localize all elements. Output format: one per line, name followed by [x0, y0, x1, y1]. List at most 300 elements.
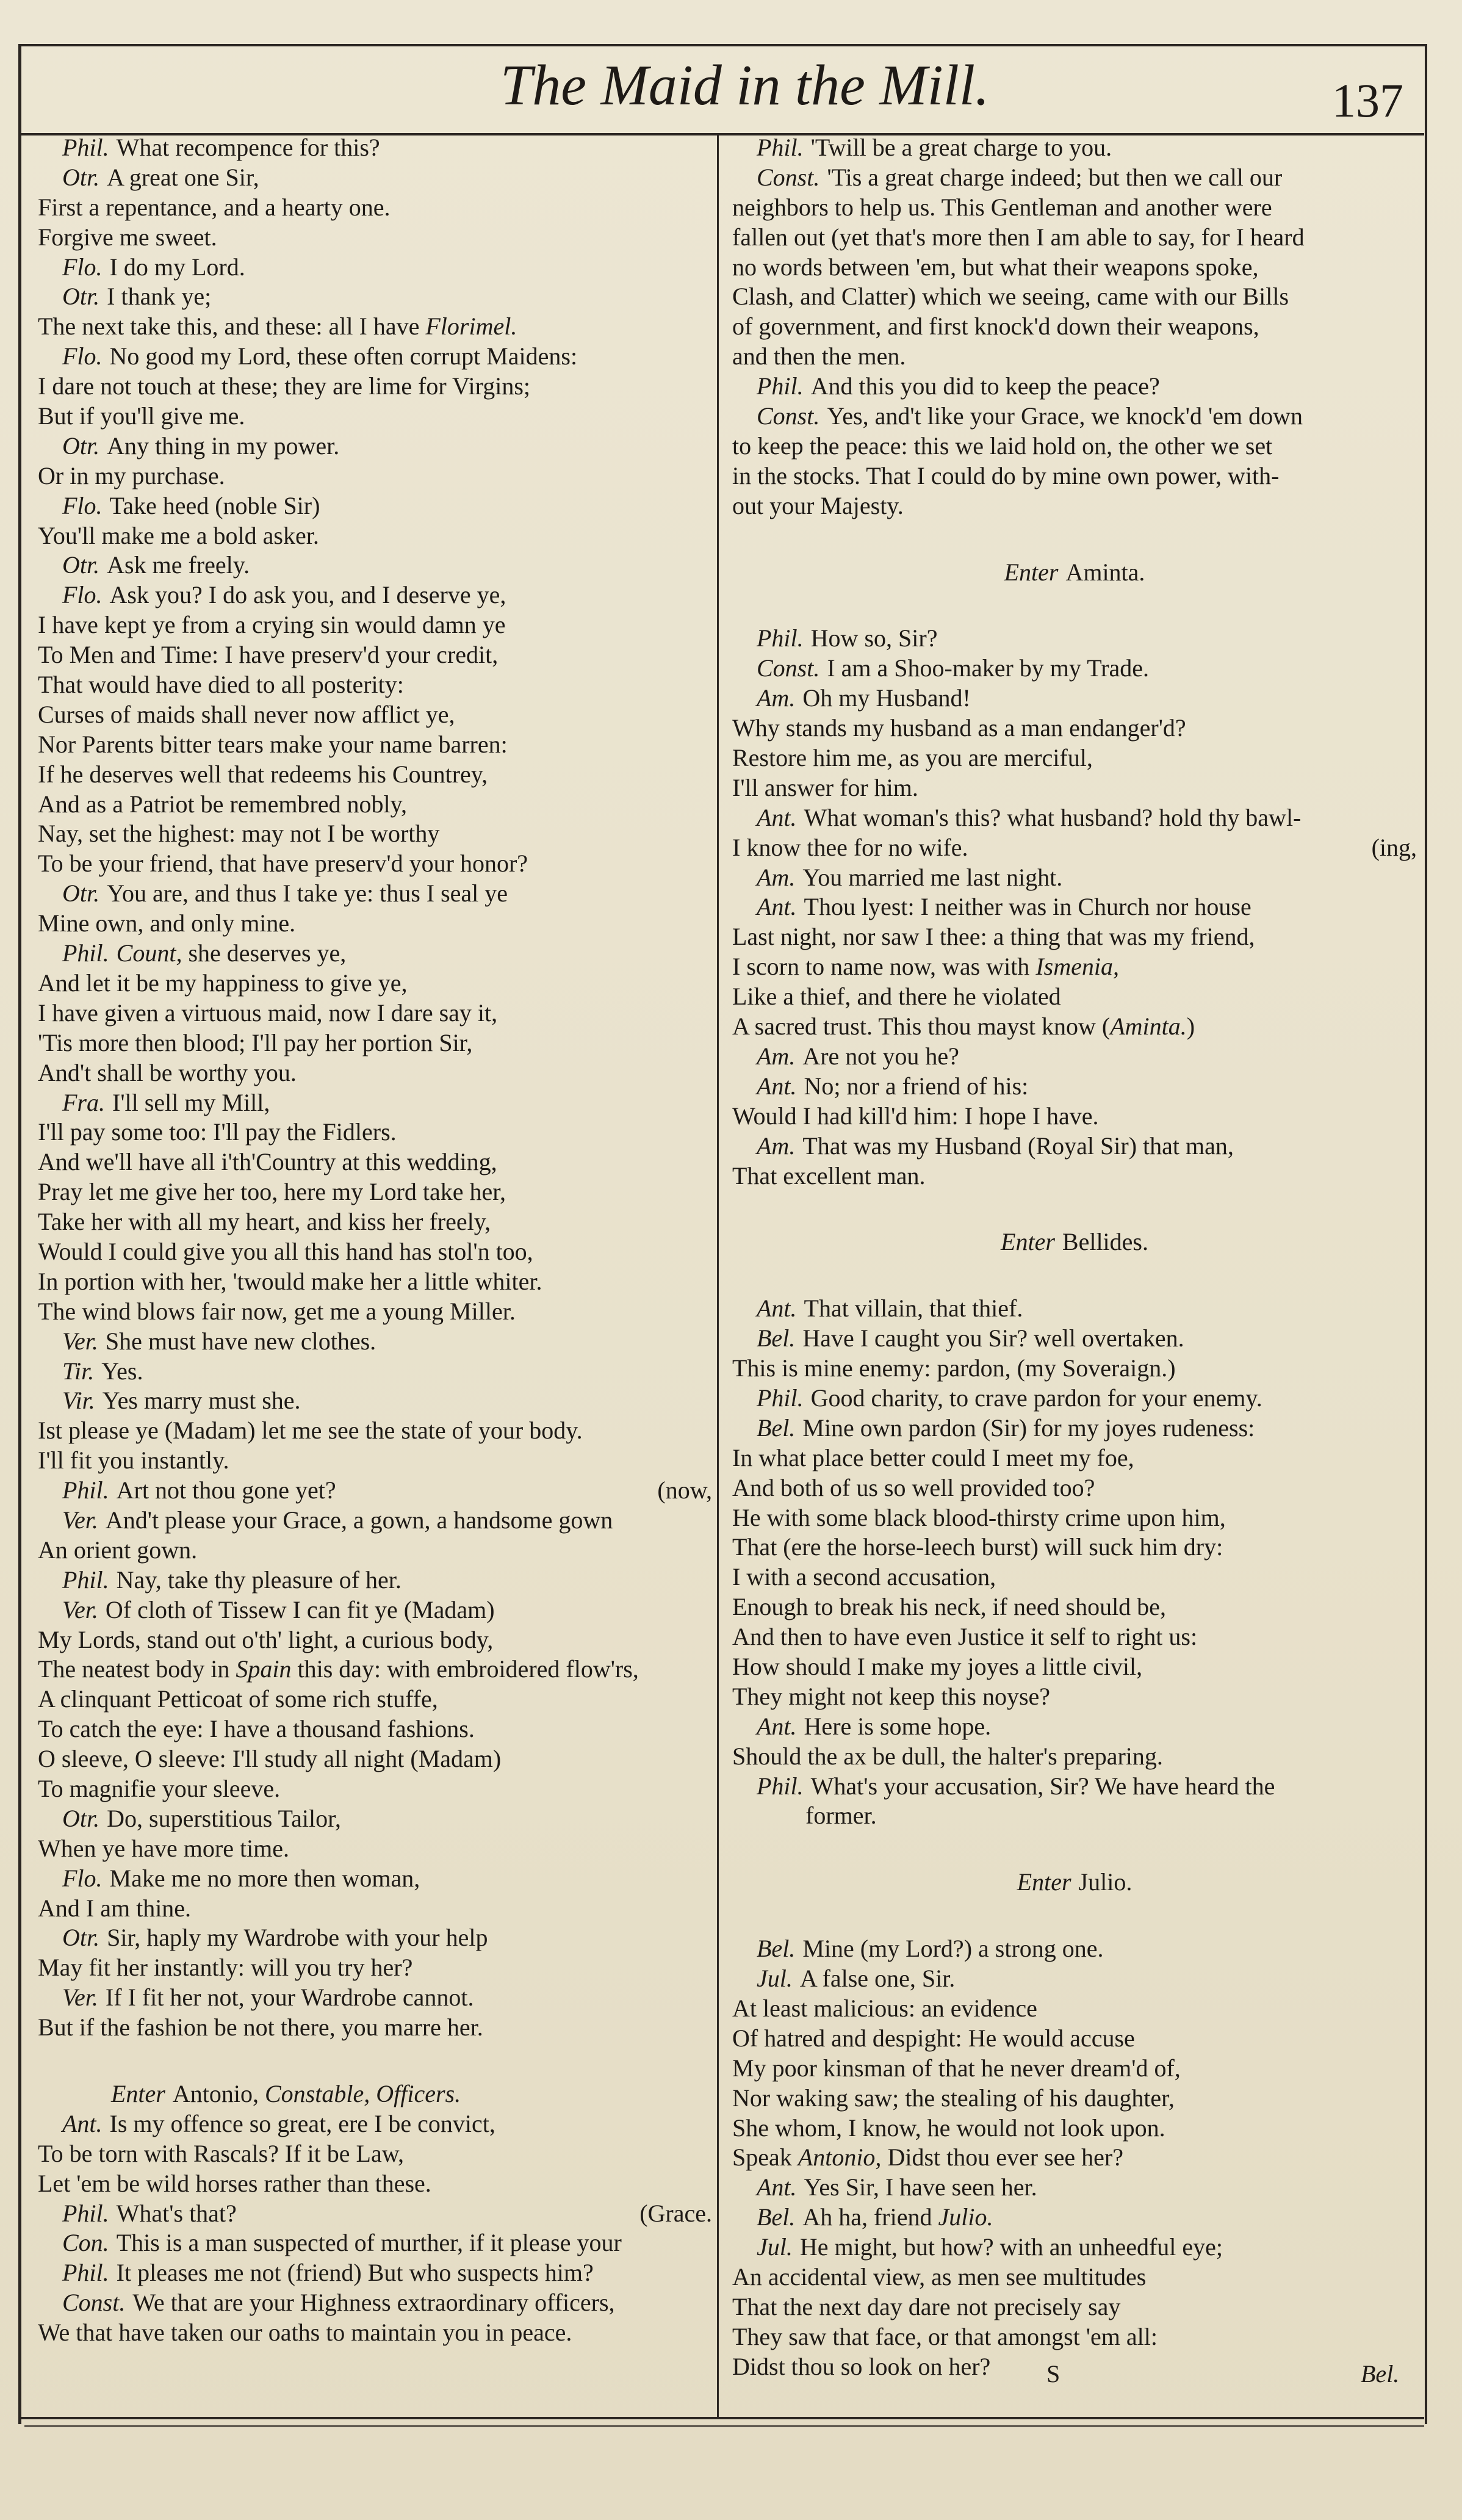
text-line	[38, 1894, 712, 1924]
line-text: Enough to break his neck, if need should be,	[732, 1593, 1166, 1621]
text-line	[732, 1682, 1417, 1712]
text-line	[38, 1297, 712, 1327]
speaker-name: Am.	[757, 1042, 796, 1070]
line-text: An orient gown.	[38, 1536, 198, 1564]
line-text: I dare not touch at these; they are lime for Virgins;	[38, 372, 530, 400]
text-line	[38, 909, 712, 939]
text-line	[732, 2262, 1417, 2292]
line-text: And as a Patriot be remembred nobly,	[38, 790, 408, 818]
line-text: You are, and thus I take ye: thus I seal ye	[107, 879, 508, 908]
line-text: Are not you he?	[802, 1042, 959, 1070]
line-text: Nor Parents bitter tears make your name barren:	[38, 730, 508, 758]
turnover-text: (now,	[657, 1476, 712, 1504]
line-text: That was my Husband (Royal Sir) that man,	[802, 1132, 1234, 1160]
line-text: Make me no more then woman,	[109, 1864, 420, 1892]
stage-direction	[38, 2079, 712, 2109]
text-line	[38, 521, 712, 551]
text-line	[732, 2054, 1417, 2084]
text-line	[38, 1923, 712, 1953]
line-text: We that have taken our oaths to maintain you in peace.	[38, 2319, 572, 2347]
text-line	[38, 372, 712, 402]
speaker-name: Phil.	[62, 1565, 109, 1594]
speaker-name: Fra.	[62, 1088, 105, 1116]
line-text: Speak	[732, 2143, 798, 2172]
line-text: former.	[805, 1802, 877, 1830]
line-text: Would I had kill'd him: I hope I have.	[732, 1102, 1099, 1130]
line-text: My Lords, stand out o'th' light, a curious body,	[38, 1625, 494, 1653]
text-line	[38, 163, 712, 193]
line-text: to keep the peace: this we laid hold on, the other we set	[732, 431, 1273, 460]
line-text: You'll make me a bold asker.	[38, 521, 319, 549]
text-line	[732, 743, 1417, 773]
line-text: she deserves ye,	[182, 939, 347, 967]
line-text: That would have died to all posterity:	[38, 671, 404, 699]
text-line	[38, 1117, 712, 1147]
text-line	[38, 1684, 712, 1714]
text-line	[38, 1595, 712, 1625]
text-line	[732, 1934, 1417, 1964]
text-line	[732, 2084, 1417, 2114]
text-line	[732, 1652, 1417, 1682]
text-line	[732, 1994, 1417, 2024]
line-text: Mine own, and only mine.	[38, 909, 296, 937]
text-line	[732, 1354, 1417, 1384]
line-text: Is my offence so great, ere I be convict,	[109, 2109, 495, 2137]
line-text: That the next day dare not precisely say	[732, 2292, 1121, 2320]
text-line	[38, 1655, 712, 1684]
text-line	[732, 342, 1417, 372]
text-line	[38, 1774, 712, 1804]
line-text: In what place better could I meet my foe,	[732, 1443, 1134, 1471]
text-line	[38, 640, 712, 670]
line-text: Bellides.	[1062, 1228, 1148, 1256]
text-line	[732, 1012, 1417, 1042]
text-line	[38, 1714, 712, 1744]
text-line	[732, 2114, 1417, 2143]
line-text: When ye have more time.	[38, 1834, 290, 1862]
text-line	[732, 1473, 1417, 1503]
line-text: Let 'em be wild horses rather than these.	[38, 2169, 431, 2197]
line-text: Curses of maids shall never now afflict ye,	[38, 700, 455, 728]
italic-text: Spain	[236, 1655, 292, 1683]
speaker-name: Jul.	[757, 2233, 793, 2261]
line-text: I'll fit you instantly.	[38, 1446, 229, 1475]
line-text: Didst thou so look on her?	[732, 2352, 991, 2380]
line-text: Should the ax be dull, the halter's preparing.	[732, 1742, 1163, 1770]
line-text: How so, Sir?	[810, 624, 938, 652]
line-text: My poor kinsman of that he never dream'd of,	[732, 2054, 1181, 2082]
text-line	[38, 1028, 712, 1058]
text-line	[38, 223, 712, 253]
text-line	[38, 819, 712, 849]
text-line	[38, 760, 712, 790]
line-text: Yes marry must she.	[102, 1387, 301, 1415]
speaker-name: Phil.	[757, 1384, 804, 1412]
text-line	[732, 863, 1417, 893]
text-line	[38, 2258, 712, 2288]
line-text: If I fit her not, your Wardrobe cannot.	[105, 1984, 474, 2012]
turnover-text: (ing,	[1371, 833, 1417, 861]
signature-mark: S	[1046, 2360, 1060, 2388]
text-line	[732, 1191, 1417, 1227]
text-line	[732, 1742, 1417, 1772]
line-text: May fit her instantly: will you try her?	[38, 1954, 413, 1982]
line-text: And this you did to keep the peace?	[810, 372, 1160, 400]
line-text: You married me last night.	[802, 863, 1063, 891]
text-line	[38, 2199, 712, 2229]
text-line	[38, 1625, 712, 1655]
text-line	[732, 2173, 1417, 2203]
line-text: Take her with all my heart, and kiss her freely,	[38, 1208, 491, 1236]
text-line	[732, 1831, 1417, 1868]
line-text: Good charity, to crave pardon for your enemy.	[810, 1384, 1262, 1412]
line-text: no words between 'em, but what their weapons spoke,	[732, 253, 1259, 281]
left-text-column	[38, 133, 712, 2348]
text-line	[38, 1744, 712, 1774]
text-line	[38, 2228, 712, 2258]
speaker-name: Const.	[757, 402, 820, 430]
text-line	[732, 2024, 1417, 2054]
text-line	[732, 1533, 1417, 1562]
line-text: Ask you? I do ask you, and I deserve ye,	[109, 581, 506, 609]
speaker-name: Phil.	[757, 1772, 804, 1800]
italic-text: Count,	[116, 939, 182, 967]
line-text: An accidental view, as men see multitudes	[732, 2263, 1147, 2291]
speaker-name: Flo.	[62, 1864, 103, 1892]
line-text: But if the fashion be not there, you marre her.	[38, 2013, 483, 2042]
text-line	[732, 684, 1417, 713]
line-text: Have I caught you Sir? well overtaken.	[802, 1324, 1184, 1352]
line-text: Or in my purchase.	[38, 461, 225, 489]
text-line	[38, 342, 712, 372]
line-text: And't shall be worthy you.	[38, 1058, 297, 1086]
text-line	[732, 773, 1417, 803]
bottom-rule-inner	[24, 2425, 1424, 2427]
text-line	[38, 1088, 712, 1118]
text-line	[38, 1267, 712, 1297]
text-line	[38, 1327, 712, 1357]
line-text: Like a thief, and there he violated	[732, 983, 1061, 1011]
line-text: How should I make my joyes a little civil,	[732, 1652, 1143, 1680]
running-title: The Maid in the Mill.	[500, 54, 990, 117]
text-line	[38, 2109, 712, 2139]
text-line	[38, 969, 712, 998]
line-text: Nay, set the highest: may not I be worthy	[38, 820, 440, 848]
text-line	[38, 1446, 712, 1476]
speaker-name: Ver.	[62, 1984, 98, 2012]
line-text-continued: )	[1186, 1013, 1195, 1041]
italic-text: Constable, Officers.	[265, 2080, 461, 2107]
line-text: Restore him me, as you are merciful,	[732, 744, 1093, 772]
line-text: They might not keep this noyse?	[732, 1682, 1051, 1710]
text-line	[732, 1257, 1417, 1294]
speaker-name: Jul.	[757, 1965, 793, 1993]
text-line	[38, 1386, 712, 1416]
speaker-name: Flo.	[62, 491, 103, 519]
line-text: And both of us so well provided too?	[732, 1473, 1095, 1501]
text-line	[732, 1592, 1417, 1622]
speaker-name: Flo.	[62, 581, 103, 609]
line-text: This is mine enemy: pardon, (my Soveraign.)	[732, 1354, 1176, 1382]
line-text: To magnifie your sleeve.	[38, 1774, 281, 1802]
line-text: Mine own pardon (Sir) for my joyes rudeness:	[802, 1413, 1255, 1442]
text-line	[732, 163, 1417, 193]
text-line	[38, 431, 712, 461]
text-line	[732, 402, 1417, 431]
text-line	[732, 803, 1417, 833]
text-line	[38, 1953, 712, 1983]
speaker-name: Vir.	[62, 1387, 95, 1415]
speaker-name: Flo.	[62, 342, 103, 370]
line-text: He might, but how? with an unheedful eye;	[799, 2233, 1223, 2261]
text-line	[38, 133, 712, 163]
text-line	[732, 2322, 1417, 2352]
line-text: A false one, Sir.	[799, 1965, 956, 1993]
line-text: What's that?	[116, 2199, 237, 2227]
text-line	[38, 1207, 712, 1237]
text-line	[38, 253, 712, 283]
line-text: That excellent man.	[732, 1161, 926, 1190]
line-text-continued: Didst thou ever see her?	[881, 2143, 1123, 2172]
line-text: I'll answer for him.	[732, 773, 918, 801]
text-line	[732, 713, 1417, 743]
speaker-name: Const.	[757, 654, 820, 682]
speaker-name: Phil.	[62, 2259, 109, 2287]
text-line	[38, 1834, 712, 1864]
line-text: O sleeve, O sleeve: I'll study all night (Madam)	[38, 1745, 502, 1773]
line-text: neighbors to help us. This Gentleman and another were	[732, 193, 1272, 221]
line-text: in the stocks. That I could do by mine own power, with-	[732, 461, 1280, 489]
line-text: Of cloth of Tissew I can fit ye (Madam)	[105, 1595, 495, 1623]
speaker-name: Ant.	[757, 1294, 797, 1323]
speaker-name: Phil.	[62, 134, 109, 161]
text-line	[38, 879, 712, 909]
speaker-name: Otr.	[62, 1804, 100, 1832]
text-line	[732, 654, 1417, 684]
speaker-name: Otr.	[62, 163, 100, 191]
text-line	[732, 982, 1417, 1012]
line-text: No; nor a friend of his:	[804, 1072, 1029, 1100]
text-line	[732, 1897, 1417, 1934]
text-line	[732, 431, 1417, 461]
text-line	[732, 1801, 1417, 1831]
text-line	[732, 461, 1417, 491]
line-text: To catch the eye: I have a thousand fashions.	[38, 1715, 475, 1743]
text-line	[38, 312, 712, 342]
line-text: Ist please ye (Madam) let me see the state of your body.	[38, 1417, 583, 1445]
line-text-continued: this day: with embroidered flow'rs,	[291, 1655, 639, 1683]
line-text: 'Tis a great charge indeed; but then we call our	[827, 163, 1283, 191]
line-text: Antonio,	[172, 2080, 265, 2107]
line-text: Sir, haply my Wardrobe with your help	[107, 1924, 488, 1952]
line-text: Yes.	[101, 1357, 143, 1385]
line-text: I am a Shoo-maker by my Trade.	[827, 654, 1150, 682]
speaker-name: Ant.	[62, 2109, 103, 2137]
speaker-name: Const.	[757, 163, 820, 191]
line-text: Nay, take thy pleasure of her.	[116, 1565, 402, 1594]
text-line	[38, 610, 712, 640]
italic-text: Florimel.	[425, 312, 517, 341]
text-line	[38, 282, 712, 312]
text-line	[38, 939, 712, 969]
text-line	[732, 1384, 1417, 1413]
text-line	[732, 1622, 1417, 1652]
text-line	[732, 282, 1417, 312]
line-text: A great one Sir,	[107, 163, 259, 191]
text-line	[732, 2233, 1417, 2262]
text-line	[732, 133, 1417, 163]
line-text: They saw that face, or that amongst 'em all:	[732, 2322, 1158, 2350]
line-text: A sacred trust. This thou mayst know (	[732, 1013, 1111, 1041]
text-line	[732, 1503, 1417, 1533]
text-line	[732, 1413, 1417, 1443]
speaker-name: Ver.	[62, 1327, 98, 1355]
line-text: I'll pay some too: I'll pay the Fidlers.	[38, 1118, 397, 1146]
speaker-name: Otr.	[62, 1924, 100, 1952]
text-line	[732, 491, 1417, 521]
line-text: of government, and first knock'd down their weapons,	[732, 312, 1259, 341]
text-line	[38, 1058, 712, 1088]
line-text: But if you'll give me.	[38, 402, 245, 430]
line-text: 'Twill be a great charge to you.	[810, 134, 1112, 161]
line-text: To be torn with Rascals? If it be Law,	[38, 2139, 404, 2167]
text-line	[38, 2013, 712, 2043]
line-text: Would I could give you all this hand has stol'n too,	[38, 1237, 533, 1265]
line-text: Any thing in my power.	[107, 431, 340, 460]
text-line	[732, 1324, 1417, 1354]
line-text: I scorn to name now, was with	[732, 953, 1036, 981]
line-text: Yes Sir, I have seen her.	[804, 2173, 1037, 2201]
text-line	[38, 1476, 712, 1506]
speaker-name: Bel.	[757, 1413, 796, 1442]
text-line	[732, 1042, 1417, 1072]
text-line	[732, 587, 1417, 624]
line-text: Nor waking saw; the stealing of his daughter,	[732, 2084, 1175, 2112]
line-text: What recompence for this?	[116, 134, 380, 161]
line-text: I thank ye;	[107, 283, 212, 311]
text-line	[38, 1536, 712, 1565]
line-text: out your Majesty.	[732, 491, 904, 519]
line-text: Do, superstitious Tailor,	[107, 1804, 341, 1832]
speaker-name: Phil.	[757, 624, 804, 652]
text-line	[38, 730, 712, 760]
line-text: We that are your Highness extraordinary officers,	[132, 2289, 615, 2317]
text-line	[732, 1102, 1417, 1132]
speaker-name: Ant.	[757, 803, 797, 831]
line-text: I know thee for no wife.	[732, 833, 968, 861]
speaker-name: Bel.	[757, 2203, 796, 2231]
text-line	[38, 1357, 712, 1387]
speaker-name: Bel.	[757, 1324, 796, 1352]
line-text: Ah ha, friend	[802, 2203, 938, 2231]
text-line	[732, 1161, 1417, 1191]
text-line	[732, 624, 1417, 654]
speaker-name: Tir.	[62, 1357, 95, 1385]
line-text: The neatest body in	[38, 1655, 236, 1683]
speaker-name: Otr.	[62, 879, 100, 908]
line-text: Clash, and Clatter) which we seeing, came with our Bills	[732, 283, 1289, 311]
speaker-name: Ver.	[62, 1506, 98, 1534]
line-text: A clinquant Petticoat of some rich stuffe,	[38, 1685, 438, 1713]
speaker-name: Ant.	[757, 1072, 797, 1100]
speaker-name: Con.	[62, 2229, 109, 2257]
text-line	[732, 253, 1417, 283]
line-text: And we'll have all i'th'Country at this wedding,	[38, 1148, 497, 1176]
stage-direction-enter: Enter	[111, 2080, 165, 2107]
text-line	[38, 2169, 712, 2199]
text-line	[38, 1147, 712, 1177]
line-text: She whom, I know, he would not look upon.	[732, 2114, 1165, 2142]
speaker-name: Bel.	[757, 1935, 796, 1963]
text-line	[732, 521, 1417, 558]
line-text: Julio.	[1078, 1868, 1133, 1896]
text-line	[732, 1562, 1417, 1592]
speaker-name: Am.	[757, 684, 796, 712]
line-text: Aminta.	[1065, 558, 1145, 586]
text-line	[732, 952, 1417, 982]
line-text: If he deserves well that redeems his Countrey,	[38, 760, 488, 788]
stage-direction	[732, 558, 1417, 588]
line-text: Yes, and't like your Grace, we knock'd 'em down	[827, 402, 1303, 430]
line-text: That (ere the horse-leech burst) will suck him dry:	[732, 1533, 1223, 1561]
text-line	[732, 1443, 1417, 1473]
line-text: Art not thou gone yet?	[116, 1476, 336, 1504]
line-text: Last night, nor saw I thee: a thing that was my friend,	[732, 923, 1255, 951]
line-text: Oh my Husband!	[802, 684, 971, 712]
text-line	[38, 551, 712, 580]
text-line	[38, 849, 712, 879]
text-line	[38, 790, 712, 820]
line-text: I have given a virtuous maid, now I dare say it,	[38, 998, 498, 1027]
text-line	[38, 2139, 712, 2169]
line-text: First a repentance, and a hearty one.	[38, 193, 391, 221]
text-line	[732, 1964, 1417, 1994]
line-text: What woman's this? what husband? hold thy bawl-	[804, 803, 1302, 831]
line-text: This is a man suspected of murther, if it please your	[116, 2229, 622, 2257]
line-text: And then to have even Justice it self to right us:	[732, 1623, 1198, 1651]
speaker-name: Phil.	[62, 1476, 109, 1504]
text-line	[732, 833, 1417, 863]
text-line	[732, 2203, 1417, 2233]
text-line	[38, 1416, 712, 1446]
page-number: 137	[1332, 74, 1403, 127]
text-line	[732, 1772, 1417, 1802]
italic-text: Ismenia,	[1035, 953, 1119, 981]
italic-text: Aminta.	[1110, 1013, 1187, 1041]
text-line	[38, 580, 712, 610]
speaker-name: Ant.	[757, 893, 797, 921]
line-text: And't please your Grace, a gown, a handsome gown	[105, 1506, 613, 1534]
text-line	[732, 2352, 1417, 2382]
speaker-name: Phil.	[757, 372, 804, 400]
text-line	[38, 700, 712, 730]
line-text: In portion with her, 'twould make her a little whiter.	[38, 1267, 542, 1295]
text-line	[732, 223, 1417, 253]
line-text: Mine (my Lord?) a strong one.	[802, 1935, 1104, 1963]
line-text: The wind blows fair now, get me a young Miller.	[38, 1297, 516, 1325]
line-text: Of hatred and despight: He would accuse	[732, 2024, 1135, 2052]
line-text: No good my Lord, these often corrupt Maidens:	[109, 342, 578, 370]
line-text: Thou lyest: I neither was in Church nor house	[804, 893, 1251, 921]
line-text: 'Tis more then blood; I'll pay her portion Sir,	[38, 1028, 473, 1056]
text-line	[732, 922, 1417, 952]
column-rule	[717, 135, 719, 2418]
speaker-name: Const.	[62, 2289, 126, 2317]
speaker-name: Am.	[757, 863, 796, 891]
text-line	[38, 998, 712, 1028]
line-text: And let it be my happiness to give ye,	[38, 969, 408, 997]
text-line	[38, 402, 712, 431]
